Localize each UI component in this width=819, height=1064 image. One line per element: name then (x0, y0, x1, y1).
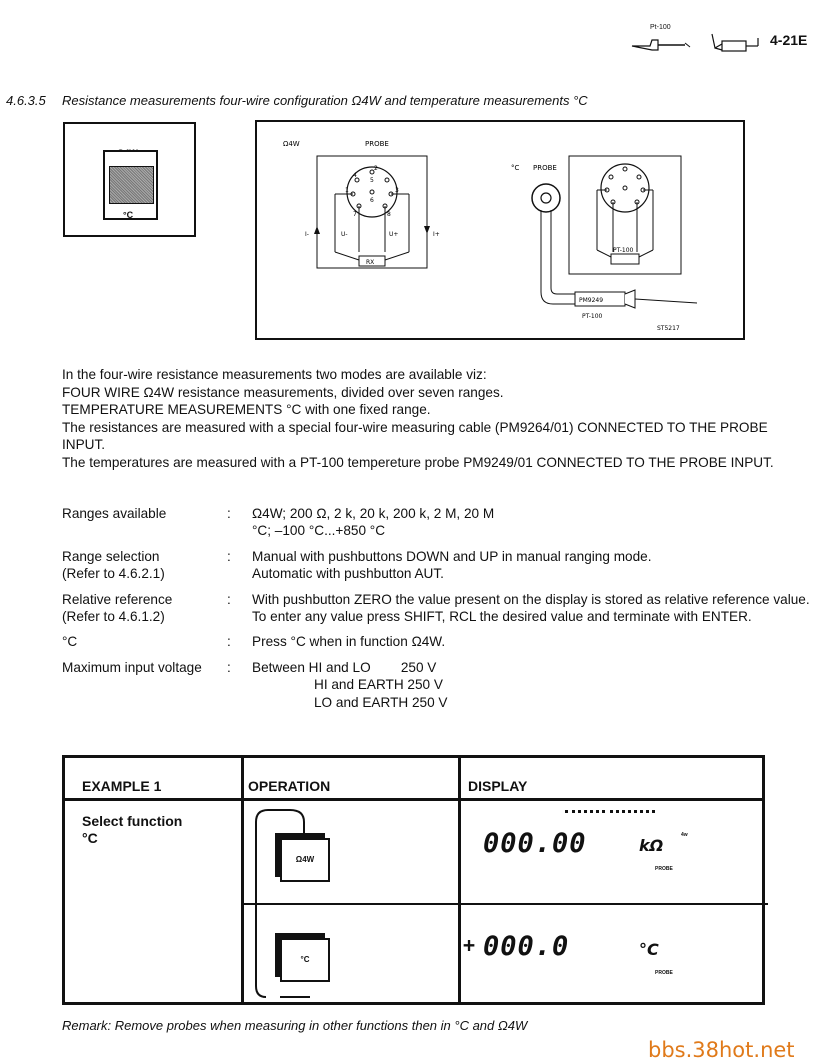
spec-max-voltage-label: Maximum input voltage (62, 659, 202, 675)
display2-unit: °C (639, 940, 659, 959)
display1-probe-annunciator: PROBE (655, 866, 673, 872)
spec-max-voltage-line3: LO and EARTH 250 V (314, 694, 448, 710)
bar-graph-segments (565, 810, 605, 813)
cable-label: PM9249 (579, 297, 604, 304)
spec-range-selection-ref: (Refer to 4.6.2.1) (62, 566, 165, 582)
diagram-probe-label: PROBE (365, 140, 389, 148)
example-col-title: EXAMPLE 1 (82, 778, 162, 794)
watermark: bbs.38hot.net (648, 1038, 795, 1062)
intro-line: In the four-wire resistance measurements two modes are available viz: (62, 367, 487, 382)
display1-unit: kΩ (639, 836, 664, 855)
example-function (82, 813, 182, 847)
bar-graph-segments (610, 810, 655, 813)
spec-colon: : (227, 548, 231, 564)
example-function-line2: °C (82, 830, 98, 846)
pin-8: 8 (387, 211, 391, 218)
display1-digits: 000.00 (483, 828, 587, 859)
display1-superscript: 4w (681, 832, 688, 838)
spec-celsius-label: °C (62, 634, 78, 650)
remark-text: Remark: Remove probes when measuring in other functions then in °C and Ω4W (62, 1018, 528, 1033)
spec-relative-line1: With pushbutton ZERO the value present on the display is stored as relative reference value. (252, 591, 810, 607)
spec-range-selection-title: Range selection (62, 548, 160, 564)
display2-digits: 000.0 (483, 931, 570, 962)
spec-colon: : (227, 634, 231, 650)
pin-5: 5 (370, 177, 374, 184)
i-plus-label: I+ (433, 231, 440, 238)
spec-relative-value (252, 591, 817, 626)
section-title-text: Resistance measurements four-wire configuration Ω4W and temperature measurements °C (62, 93, 588, 108)
figure-code: ST5217 (657, 325, 680, 332)
u-minus-label: U- (341, 231, 348, 238)
celsius-key[interactable]: °C (280, 938, 330, 982)
pin-2: 2 (374, 165, 378, 172)
example-header-row (65, 758, 762, 801)
spec-relative (62, 591, 817, 626)
connection-diagram-drawing (257, 122, 743, 338)
spec-relative-title: Relative reference (62, 591, 173, 607)
rx-label: RX (366, 259, 375, 266)
i-minus-label: I- (305, 231, 309, 238)
column-divider (241, 758, 244, 1002)
spec-relative-ref: (Refer to 4.6.1.2) (62, 609, 165, 625)
pin-3: 3 (395, 187, 399, 194)
spec-relative-label (62, 591, 227, 626)
spec-colon: : (227, 506, 231, 521)
spec-colon: : (227, 591, 231, 607)
spec-range-selection-value (252, 548, 817, 583)
display-col-title: DISPLAY (468, 778, 528, 794)
spec-relative-line2: To enter any value press SHIFT, RCL the desired value and terminate with ENTER. (252, 609, 752, 625)
spec-max-voltage (62, 659, 817, 711)
diagram-right-title: °C (511, 164, 520, 172)
pin-4: 4 (353, 172, 357, 179)
intro-text (62, 366, 812, 472)
spec-celsius (62, 633, 817, 650)
spec-range-selection (62, 548, 817, 583)
diagram-left-title: Ω4W (283, 140, 300, 148)
spec-max-voltage-value (252, 659, 817, 711)
pt100-label: PT-100 (613, 247, 634, 254)
header-probe-label: Pt-100 (650, 24, 671, 31)
diagram-right-probe-label: PROBE (533, 164, 557, 172)
spec-max-voltage-line2: HI and EARTH 250 V (314, 677, 443, 693)
spec-ranges-value (252, 505, 817, 540)
column-divider (458, 758, 461, 1002)
intro-line: FOUR WIRE Ω4W resistance measurements, divided over seven ranges. (62, 384, 504, 400)
spec-range-selection-line2: Automatic with pushbutton AUT. (252, 566, 444, 582)
section-title (6, 93, 588, 108)
u-plus-label: U+ (389, 231, 399, 238)
spec-colon: : (227, 659, 231, 675)
panel-label-celsius: °C (123, 210, 134, 220)
spec-ranges-line1: Ω4W; 200 Ω, 2 k, 20 k, 200 k, 2 M, 20 M (252, 506, 495, 521)
spec-max-voltage-line1: Between HI and LO 250 V (252, 659, 437, 675)
panel-key-shaded (109, 166, 154, 204)
spec-celsius-value: Press °C when in function Ω4W. (252, 634, 446, 650)
front-panel-illustration (63, 122, 196, 237)
spec-ranges-label: Ranges available (62, 506, 167, 521)
display2-probe-annunciator: PROBE (655, 970, 673, 976)
ohm4w-key[interactable]: Ω4W (280, 838, 330, 882)
spec-ranges (62, 505, 817, 540)
spec-ranges-line2: °C; –100 °C...+850 °C (252, 523, 386, 539)
pin-7: 7 (353, 211, 357, 218)
spec-range-selection-label (62, 548, 227, 583)
operation-col-title: OPERATION (248, 778, 331, 794)
spec-range-selection-line1: Manual with pushbuttons DOWN and UP in manual ranging mode. (252, 548, 652, 564)
example-function-line1: Select function (82, 813, 183, 829)
section-number: 4.6.3.5 (6, 93, 46, 108)
display2-sign: + (463, 933, 477, 957)
intro-line: The resistances are measured with a special four-wire measuring cable (PM9264/01) CONNECTED TO THE PROBE INPUT. (62, 419, 768, 453)
connection-diagram (255, 120, 745, 340)
cable-sub-label: PT-100 (582, 313, 603, 320)
pin-6: 6 (370, 197, 374, 204)
intro-line: The temperatures are measured with a PT-100 tempereture probe PM9249/01 CONNECTED TO THE PROBE INPUT. (62, 454, 774, 470)
specifications (62, 505, 817, 719)
pin-1: 1 (345, 187, 349, 194)
page-number: 4-21E (770, 32, 808, 48)
intro-line: TEMPERATURE MEASUREMENTS °C with one fixed range. (62, 402, 431, 418)
example-table (62, 755, 765, 1005)
